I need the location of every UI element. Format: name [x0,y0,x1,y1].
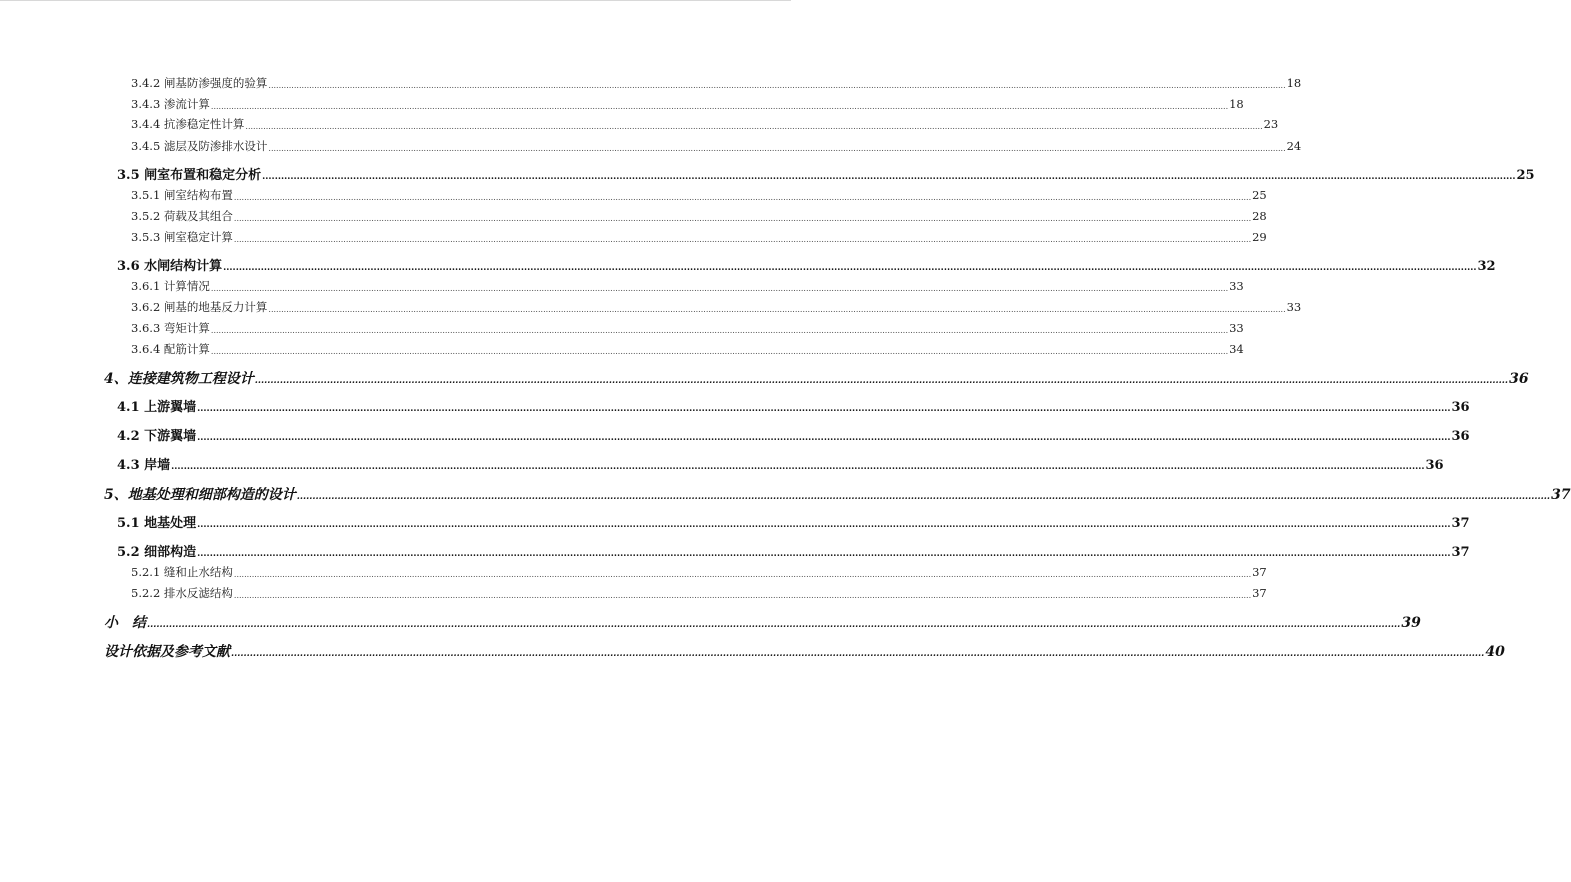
toc-entry-page: 37 [1252,565,1267,579]
toc-entry-title: 4.1 上游翼墙 [117,400,197,415]
toc-leader-dots: ................................................................................................................................................................................................................................................................................................................................................................................................................ [233,590,1252,600]
toc-entry[interactable] [131,565,1267,579]
toc-entry[interactable] [104,371,1529,387]
toc-leader-dots: ................................................................................................................................................................................................................................................................................................................................................................................................................ [197,433,1451,443]
toc-entry[interactable] [131,586,1267,600]
toc-entry-title: 3.6.1 计算情况 [131,279,210,293]
toc-entry[interactable] [117,516,1470,531]
toc-entry-page: 32 [1477,259,1496,274]
toc-entry-title: 3.4.2 闸基防渗强度的验算 [131,76,268,90]
toc-entry-page: 36 [1451,400,1470,415]
toc-leader-dots: ................................................................................................................................................................................................................................................................................................................................................................................................................ [210,346,1229,356]
toc-leader-dots: ................................................................................................................................................................................................................................................................................................................................................................................................................ [254,376,1509,386]
toc-entry-page: 37 [1451,516,1470,531]
toc-entry-title: 3.6.4 配筋计算 [131,342,210,356]
toc-entry-title: 3.5.2 荷载及其组合 [131,209,233,223]
toc-entry-title: 3.6.2 闸基的地基反力计算 [131,300,268,314]
toc-entry[interactable] [117,168,1535,183]
toc-leader-dots: ................................................................................................................................................................................................................................................................................................................................................................................................................ [268,143,1286,153]
toc-entry-page: 36 [1425,458,1444,473]
toc-leader-dots: ................................................................................................................................................................................................................................................................................................................................................................................................................ [296,492,1551,502]
toc-entry[interactable] [131,117,1279,131]
toc-entry[interactable] [104,615,1421,631]
toc-entry[interactable] [131,76,1302,90]
toc-entry-page: 36 [1451,429,1470,444]
toc-entry-page: 33 [1229,321,1244,335]
toc-entry-title: 4.2 下游翼墙 [117,429,197,444]
toc-entry-page: 24 [1286,139,1302,153]
toc-leader-dots: ................................................................................................................................................................................................................................................................................................................................................................................................................ [210,283,1229,293]
toc-entry-title: 3.6 水闸结构计算 [117,259,223,274]
toc-entry[interactable] [131,300,1302,314]
page-top-border [0,0,791,1]
toc-entry[interactable] [117,429,1470,444]
toc-leader-dots: ................................................................................................................................................................................................................................................................................................................................................................................................................ [171,462,1425,472]
toc-entry-title: 3.5 闸室布置和稳定分析 [117,168,262,183]
toc-entry-page: 18 [1229,97,1244,111]
toc-entry-title: 3.5.3 闸室稳定计算 [131,230,233,244]
toc-entry-page: 40 [1485,644,1505,660]
toc-entry[interactable] [117,259,1496,274]
toc-leader-dots: ................................................................................................................................................................................................................................................................................................................................................................................................................ [233,569,1252,579]
toc-entry[interactable] [117,545,1470,560]
toc-entry-page: 37 [1252,586,1267,600]
toc-entry-page: 25 [1516,168,1535,183]
toc-leader-dots: ................................................................................................................................................................................................................................................................................................................................................................................................................ [233,213,1252,223]
toc-entry[interactable] [131,139,1302,153]
toc-entry-page: 29 [1252,230,1267,244]
toc-leader-dots: ................................................................................................................................................................................................................................................................................................................................................................................................................ [197,549,1451,559]
toc-entry[interactable] [131,188,1267,202]
toc-entry-page: 36 [1509,371,1529,387]
toc-entry[interactable] [131,97,1244,111]
toc-entry-title: 3.4.3 渗流计算 [131,97,210,111]
toc-entry-page: 34 [1229,342,1244,356]
toc-leader-dots: ................................................................................................................................................................................................................................................................................................................................................................................................................ [262,172,1516,182]
toc-leader-dots: ................................................................................................................................................................................................................................................................................................................................................................................................................ [147,620,1401,630]
toc-entry-page: 39 [1401,615,1421,631]
toc-entry-page: 33 [1286,300,1302,314]
toc-leader-dots: ................................................................................................................................................................................................................................................................................................................................................................................................................ [197,404,1451,414]
toc-leader-dots: ................................................................................................................................................................................................................................................................................................................................................................................................................ [233,192,1252,202]
toc-leader-dots: ................................................................................................................................................................................................................................................................................................................................................................................................................ [223,263,1477,273]
toc-leader-dots: ................................................................................................................................................................................................................................................................................................................................................................................................................ [268,304,1286,314]
toc-entry-title: 5.2.1 缝和止水结构 [131,565,233,579]
toc-entry-page: 23 [1263,117,1279,131]
toc-entry-title: 3.5.1 闸室结构布置 [131,188,233,202]
toc-entry-page: 33 [1229,279,1244,293]
toc-entry-page: 25 [1252,188,1267,202]
toc-entry[interactable] [117,400,1470,415]
toc-entry[interactable] [104,487,1571,503]
toc-leader-dots: ................................................................................................................................................................................................................................................................................................................................................................................................................ [245,121,1263,131]
toc-entry-title: 3.6.3 弯矩计算 [131,321,210,335]
toc-entry[interactable] [131,230,1267,244]
toc-entry-title: 3.4.4 抗渗稳定性计算 [131,117,245,131]
toc-leader-dots: ................................................................................................................................................................................................................................................................................................................................................................................................................ [233,234,1252,244]
toc-entry-title: 5.1 地基处理 [117,516,197,531]
toc-entry-title: 5、地基处理和细部构造的设计 [104,487,296,503]
toc-entry-page: 28 [1252,209,1267,223]
toc-entry[interactable] [104,644,1505,660]
toc-entry-page: 37 [1451,545,1470,560]
toc-entry[interactable] [117,458,1444,473]
toc-entry-title: 5.2 细部构造 [117,545,197,560]
toc-entry-title: 5.2.2 排水反滤结构 [131,586,233,600]
toc-entry-page: 37 [1551,487,1571,503]
toc-leader-dots: ................................................................................................................................................................................................................................................................................................................................................................................................................ [231,649,1485,659]
toc-entry-title: 3.4.5 滤层及防渗排水设计 [131,139,268,153]
toc-entry[interactable] [131,209,1267,223]
toc-entry[interactable] [131,279,1244,293]
toc-entry-title: 设计依据及参考文献 [104,644,230,660]
toc-entry[interactable] [131,342,1244,356]
toc-entry-title: 4、连接建筑物工程设计 [104,371,254,387]
toc-entry[interactable] [131,321,1244,335]
toc-leader-dots: ................................................................................................................................................................................................................................................................................................................................................................................................................ [210,325,1229,335]
toc-entry-title: 4.3 岸墙 [117,458,171,473]
toc-leader-dots: ................................................................................................................................................................................................................................................................................................................................................................................................................ [210,101,1229,111]
toc-entry-title: 小 结 [104,615,146,631]
toc-entry-page: 18 [1286,76,1302,90]
toc-leader-dots: ................................................................................................................................................................................................................................................................................................................................................................................................................ [197,520,1451,530]
toc-leader-dots: ................................................................................................................................................................................................................................................................................................................................................................................................................ [268,80,1286,90]
